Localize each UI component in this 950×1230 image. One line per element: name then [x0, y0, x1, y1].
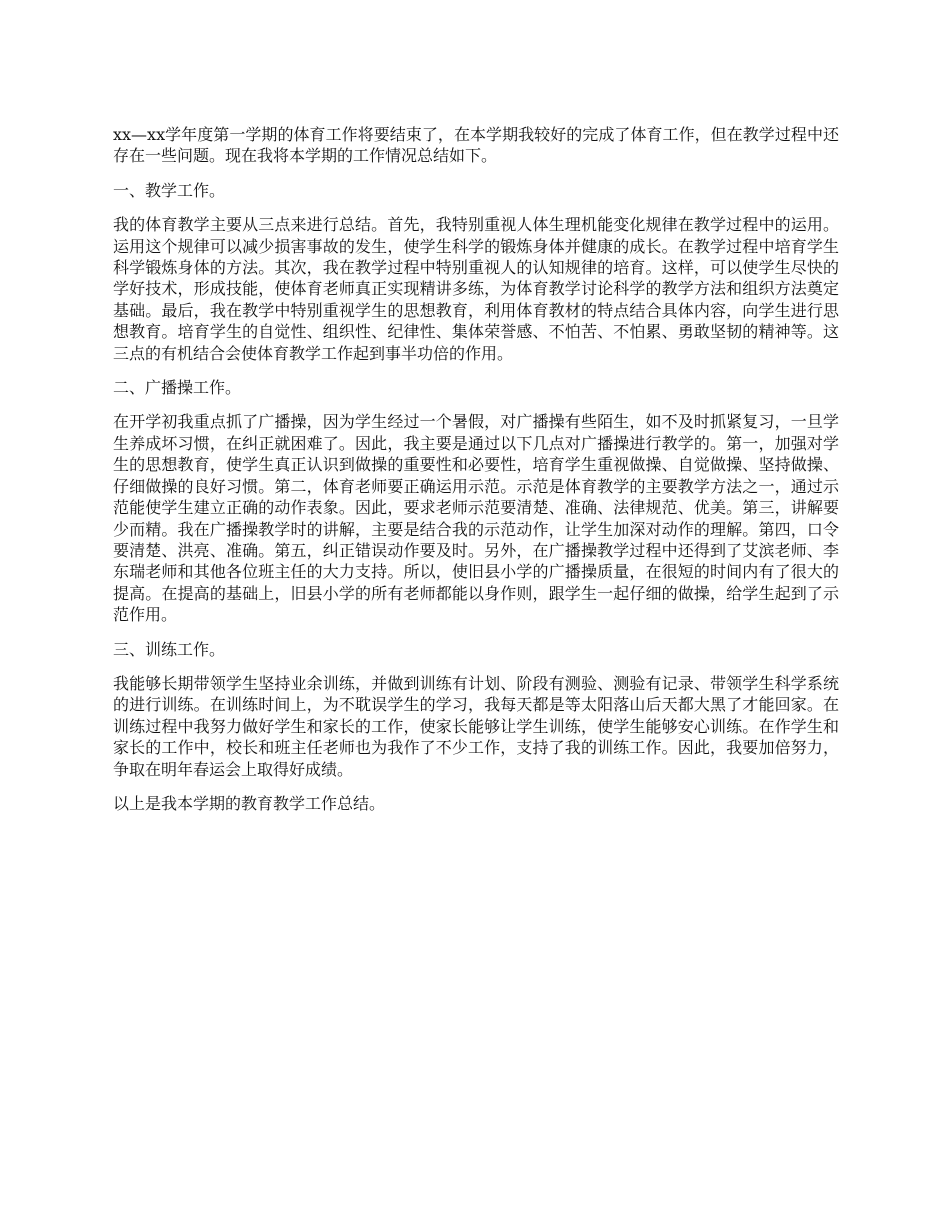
training-paragraph: 我能够长期带领学生坚持业余训练，并做到训练有计划、阶段有测验、测验有记录、带领学生科学系统的进行训练。在训练时间上，为不耽误学生的学习，我每天都是等太阳落山后天都大黑了才能回家。在训练过程中我努力做好学生和家长的工作，使家长能够让学生训练，使学生能够安心训练。在作学生和家长的工作中，校长和班主任老师也为我作了不少工作，支持了我的训练工作。因此，我要加倍努力，争取在明年春运会上取得好成绩。	[113, 673, 839, 779]
section-heading-teaching: 一、教学工作。	[113, 180, 226, 200]
closing-paragraph: 以上是我本学期的教育教学工作总结。	[113, 793, 386, 813]
intro-paragraph: xx—xx学年度第一学期的体育工作将要结束了，在本学期我较好的完成了体育工作，但在教学过程中还存在一些问题。现在我将本学期的工作情况总结如下。	[113, 125, 839, 166]
section-heading-training: 三、训练工作。	[113, 639, 226, 659]
broadcast-exercise-paragraph: 在开学初我重点抓了广播操，因为学生经过一个暑假，对广播操有些陌生，如不及时抓紧复习，一旦学生养成坏习惯，在纠正就困难了。因此，我主要是通过以下几点对广播操进行教学的。第一，加强对学生的思想教育，使学生真正认识到做操的重要性和必要性，培育学生重视做操、自觉做操、坚持做操、仔细做操的良好习惯。第二，体育老师要正确运用示范。示范是体育教学的主要教学方法之一，通过示范能使学生建立正确的动作表象。因此，要求老师示范要清楚、准确、法律规范、优美。第三，讲解要少而精。我在广播操教学时的讲解，主要是结合我的示范动作，让学生加深对动作的理解。第四，口令要清楚、洪亮、准确。第五，纠正错误动作要及时。另外，在广播操教学过程中还得到了艾滨老师、李东瑞老师和其他各位班主任的大力支持。所以，使旧县小学的广播操质量，在很短的时间内有了很大的提高。在提高的基础上，旧县小学的所有老师都能以身作则，跟学生一起仔细的做操，给学生起到了示范作用。	[113, 412, 839, 625]
document-body	[113, 124, 839, 827]
section-heading-broadcast-exercise: 二、广播操工作。	[113, 378, 242, 398]
teaching-paragraph: 我的体育教学主要从三点来进行总结。首先，我特别重视人体生理机能变化规律在教学过程中的运用。运用这个规律可以减少损害事故的发生，使学生科学的锻炼身体并健康的成长。在教学过程中培育学生科学锻炼身体的方法。其次，我在教学过程中特别重视人的认知规律的培育。这样，可以使学生尽快的学好技术，形成技能，使体育老师真正实现精讲多练，为体育教学讨论科学的教学方法和组织方法奠定基础。最后，我在教学中特别重视学生的思想教育，利用体育教材的特点结合具体内容，向学生进行思想教育。培育学生的自觉性、组织性、纪律性、集体荣誉感、不怕苦、不怕累、勇敢坚韧的精神等。这三点的有机结合会使体育教学工作起到事半功倍的作用。	[113, 215, 839, 363]
